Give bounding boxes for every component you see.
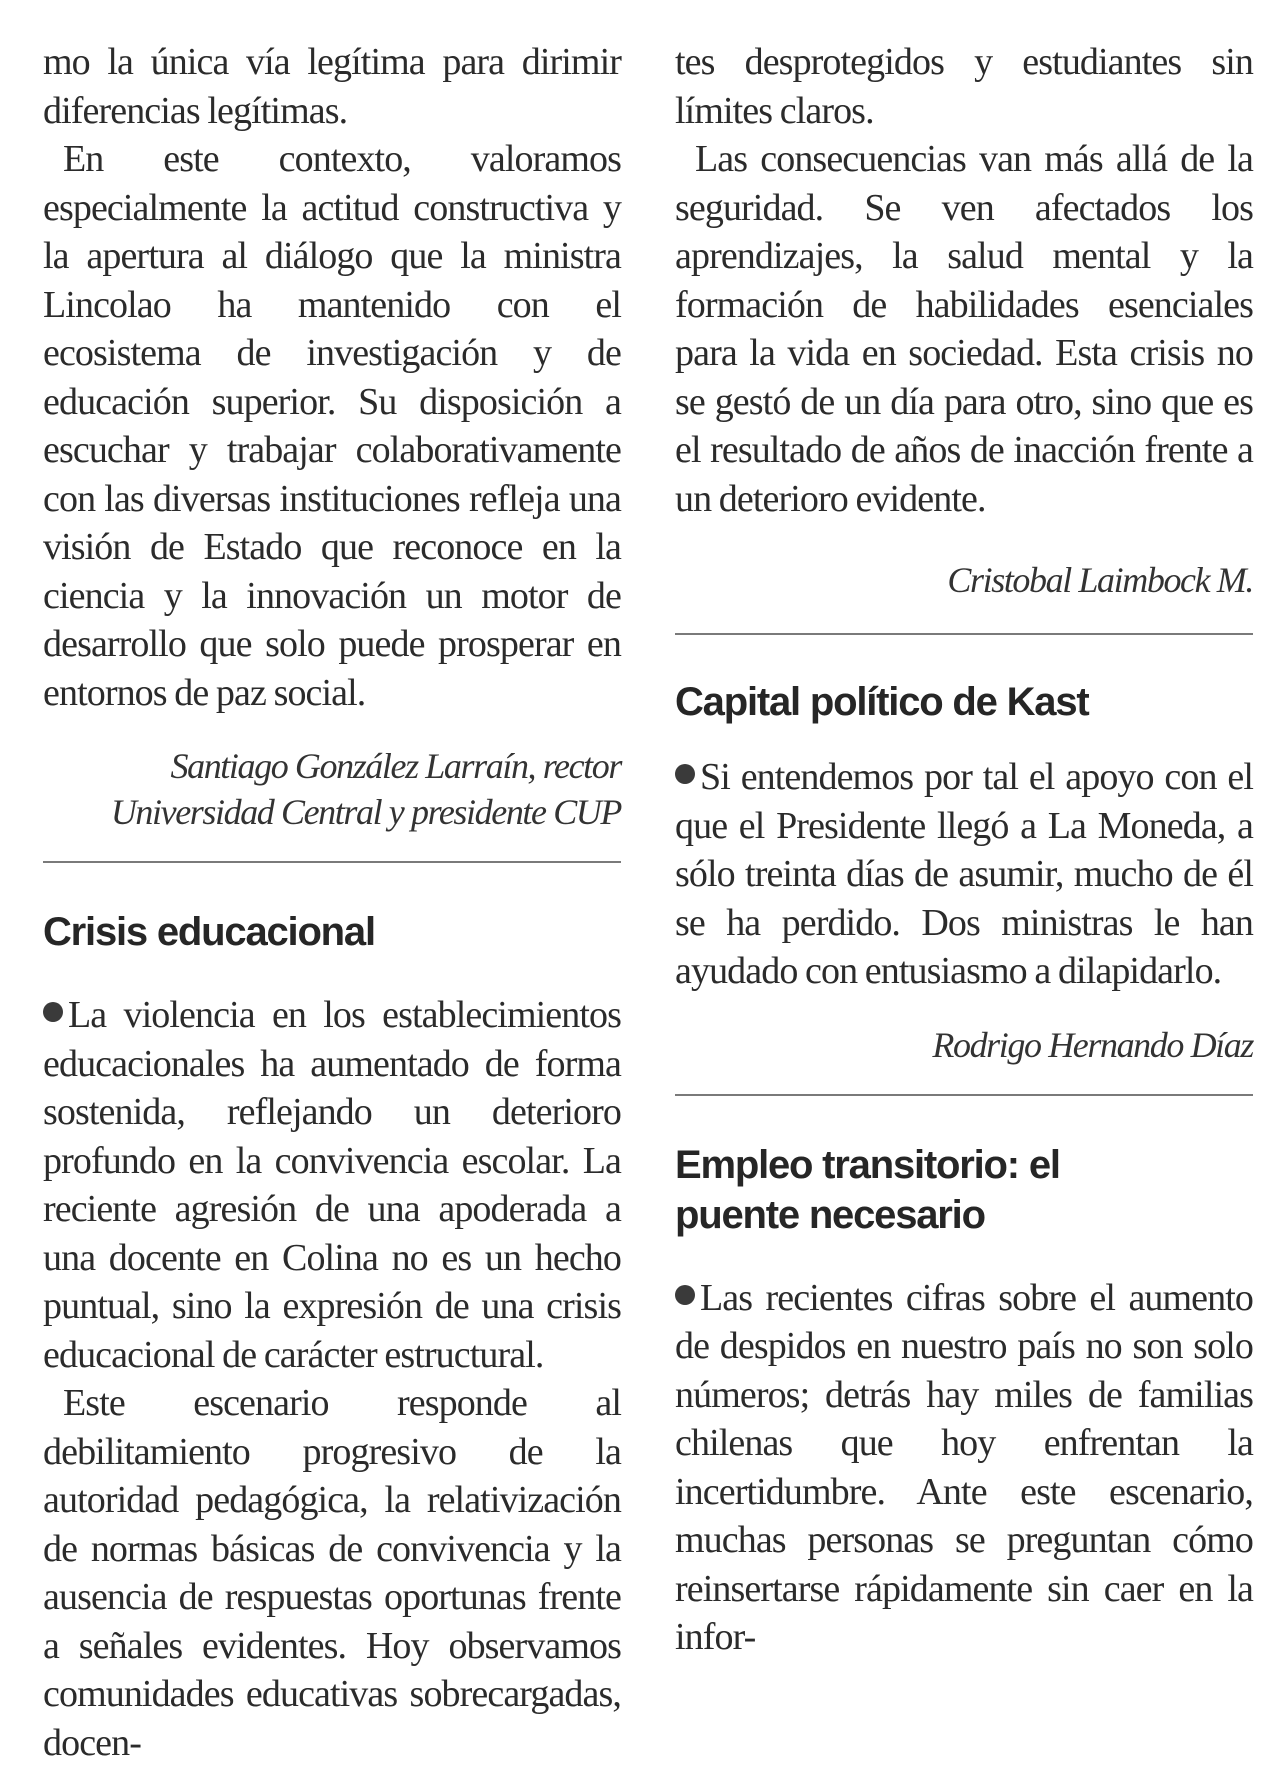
letter-continuation-paragraph: mo la única vía legítima para dirimir diferencias legítimas. xyxy=(43,41,621,132)
empleo-paragraph-text: Las recientes cifras sobre el aumento de despidos en nuestro país no son solo números; detrás hay miles de familias chilenas que hoy enfrentan la incertidumbre. Ante este escenario, muchas personas se preguntan cómo reinsertarse rápidamente sin caer en la infor- xyxy=(675,1276,1253,1658)
kast-signature: Rodrigo Hernando Díaz xyxy=(932,1024,1253,1065)
kast-paragraph xyxy=(675,753,1253,996)
section-title-crisis: Crisis educacional xyxy=(43,910,375,954)
letter-signature-line2: Universidad Central y presidente CUP xyxy=(110,792,621,832)
left-column xyxy=(43,38,621,1767)
crisis-paragraph-1 xyxy=(43,991,621,1379)
crisis-continuation-paragraph: tes desprotegidos y estudiantes sin límites claros. xyxy=(675,41,1253,132)
kast-paragraph-text: Si entendemos por tal el apoyo con el que el Presidente llegó a La Moneda, a sólo treinta días de asumir, mucho de él se ha perdido. Dos ministras le han ayudado con entusiasmo a dilapidarlo. xyxy=(675,756,1253,992)
section-title-empleo-line1: Empleo transitorio: el xyxy=(675,1142,1060,1187)
right-column xyxy=(675,38,1253,1662)
crisis-paragraph-2: Este escenario responde al debilitamiento progresivo de la autoridad pedagógica, la relativización de normas básicas de convivencia y la ausencia de respuestas oportunas frente a señales evidentes. Hoy observamos comunidades educativas sobrecargadas, docen- xyxy=(43,1382,621,1764)
crisis-signature: Cristobal Laimbock M. xyxy=(947,560,1253,600)
section-title-empleo xyxy=(675,1140,1253,1240)
crisis-paragraph-1-text: La violencia en los establecimientos educacionales ha aumentado de forma sostenida, reflejando un deterioro profundo en la convivencia escolar. La reciente agresión de una apoderada a una docente en Colina no es un hecho puntual, sino la expresión de una crisis educacional de carácter estructural. xyxy=(43,994,621,1376)
bullet-icon xyxy=(675,1285,695,1305)
bullet-icon xyxy=(675,764,695,784)
bullet-icon xyxy=(43,1002,63,1022)
crisis-paragraph-3: Las consecuencias van más allá de la seguridad. Se ven afectados los aprendizajes, la salud mental y la formación de habilidades esenciales para la vida en sociedad. Esta crisis no se gestó de un día para otro, sino que es el resultado de años de inacción frente a un deterioro evidente. xyxy=(675,138,1253,520)
section-title-kast: Capital político de Kast xyxy=(675,680,1089,724)
letter-signature-line1: Santiago González Larraín, rector xyxy=(170,746,621,786)
section-title-empleo-line2: puente necesario xyxy=(675,1192,985,1237)
empleo-paragraph xyxy=(675,1274,1253,1662)
letter-paragraph: En este contexto, valoramos especialmente la actitud constructiva y la apertura al diálogo que la ministra Lincolao ha mantenido con el ecosistema de investigación y de educación superior. Su disposición a escuchar y trabajar colaborativamente con las diversas instituciones refleja una visión de Estado que reconoce en la ciencia y la innovación un motor de desarrollo que solo puede prosperar en entornos de paz social. xyxy=(43,138,621,714)
